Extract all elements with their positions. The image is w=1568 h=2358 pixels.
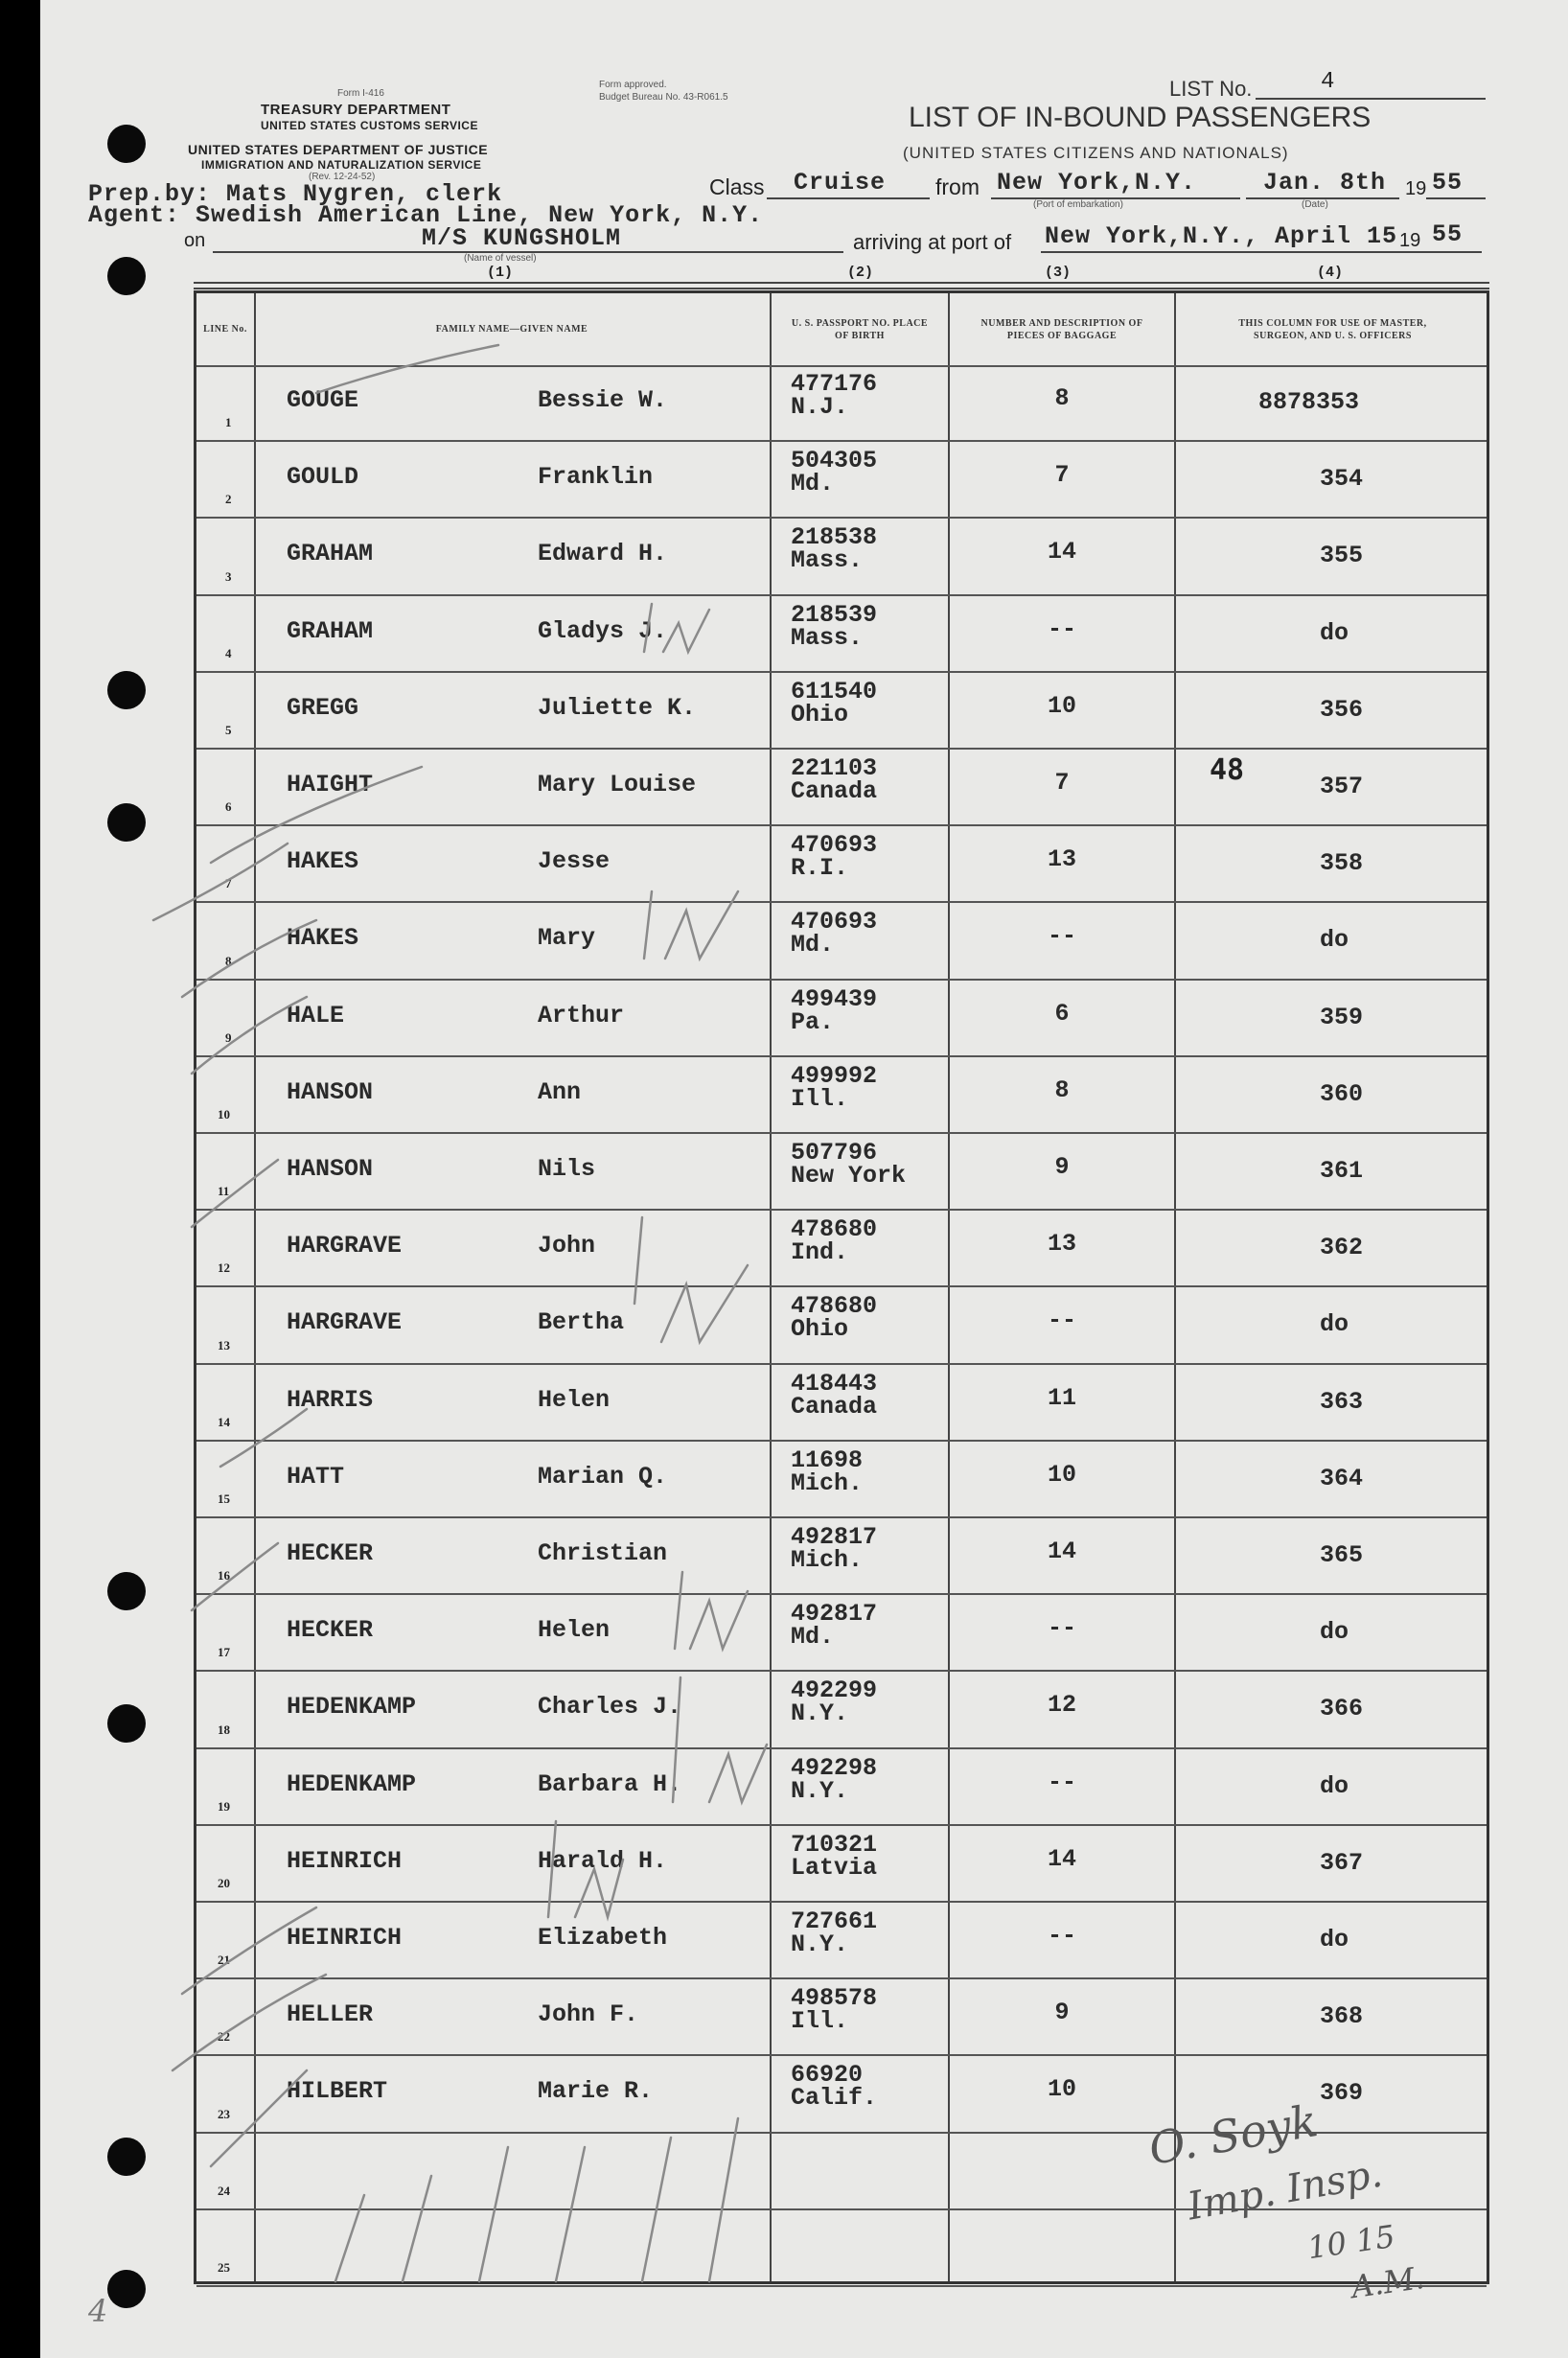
place-of-birth: Latvia xyxy=(791,1853,878,1882)
document-title: LIST OF IN-BOUND PASSENGERS xyxy=(909,102,1372,133)
inspection-time: 10 15 xyxy=(1304,2217,1397,2267)
place-of-birth: N.Y. xyxy=(791,1930,849,1958)
given-name: Helen xyxy=(538,1616,611,1645)
family-name: GOUGE xyxy=(287,386,359,414)
column-header-passport: U. S. PASSPORT NO. PLACE OF BIRTH xyxy=(791,317,929,341)
family-name: HARGRAVE xyxy=(287,1308,403,1337)
line-number: 2 xyxy=(225,492,232,507)
officer-number: 356 xyxy=(1320,695,1364,724)
line-number: 13 xyxy=(218,1337,230,1352)
officer-number: 355 xyxy=(1320,542,1364,570)
place-of-birth: Md. xyxy=(791,931,835,959)
line-number: 4 xyxy=(225,645,232,660)
punch-hole xyxy=(107,2270,146,2308)
list-underline xyxy=(1256,98,1486,100)
passport-number: 11698 xyxy=(791,1445,864,1474)
passport-number: 221103 xyxy=(791,754,878,782)
baggage-count: 9 xyxy=(1054,1999,1070,2027)
officer-number: do xyxy=(1320,1618,1349,1647)
line-number: 22 xyxy=(218,2029,230,2045)
baggage-count: 10 xyxy=(1047,691,1076,720)
inspector-title: Imp. Insp. xyxy=(1184,2151,1386,2230)
passport-number: 470693 xyxy=(791,831,878,860)
family-name: HEINRICH xyxy=(287,1924,403,1952)
given-name: Mary Louise xyxy=(538,771,697,798)
given-name: Ann xyxy=(538,1077,582,1106)
list-label: LIST No. xyxy=(1169,77,1253,101)
baggage-count: 14 xyxy=(1047,1844,1076,1873)
column-number-2: (2) xyxy=(847,265,874,281)
column-header-line: LINE No. xyxy=(203,324,247,335)
passport-number: 727661 xyxy=(791,1907,878,1935)
arriving-label: arriving at port of xyxy=(853,230,1012,254)
baggage-count: 10 xyxy=(1047,1460,1076,1489)
column-number-3: (3) xyxy=(1045,265,1072,281)
baggage-count: -- xyxy=(1047,614,1076,643)
table-row xyxy=(196,1595,1487,1672)
passport-number: 507796 xyxy=(791,1139,878,1167)
line-number: 16 xyxy=(218,1568,230,1584)
baggage-count: 9 xyxy=(1054,1153,1070,1181)
line-number: 5 xyxy=(225,722,232,737)
given-name: Jesse xyxy=(538,847,611,876)
punch-hole xyxy=(107,257,146,295)
list-number: 4 xyxy=(1321,69,1335,95)
place-of-birth: Ind. xyxy=(791,1238,849,1267)
place-of-birth: R.I. xyxy=(791,854,849,883)
given-name: Gladys J. xyxy=(538,616,668,645)
officer-number: 366 xyxy=(1320,1695,1364,1723)
line-number: 10 xyxy=(218,1106,230,1121)
line-number: 9 xyxy=(225,1029,232,1045)
place-of-birth: Mich. xyxy=(791,1546,864,1574)
vessel-caption: (Name of vessel) xyxy=(464,253,537,264)
margin-mark: 4 xyxy=(88,2293,108,2329)
punch-hole xyxy=(107,125,146,163)
place-of-birth: Ohio xyxy=(791,1315,849,1344)
family-name: HATT xyxy=(287,1462,345,1491)
given-name: Juliette K. xyxy=(538,693,697,722)
given-name: Edward H. xyxy=(538,540,668,568)
place-of-birth: Mich. xyxy=(791,1468,864,1497)
column-header-name: FAMILY NAME—GIVEN NAME xyxy=(435,324,588,335)
family-name: GRAHAM xyxy=(287,616,374,645)
given-name: John xyxy=(538,1232,596,1260)
given-name: Elizabeth xyxy=(538,1924,668,1952)
family-name: HILBERT xyxy=(287,2077,388,2106)
on-label: on xyxy=(184,230,206,251)
class-value: Cruise xyxy=(794,169,887,196)
line-number: 23 xyxy=(218,2106,230,2121)
family-name: HEDENKAMP xyxy=(287,1693,417,1722)
baggage-count: 7 xyxy=(1054,461,1070,490)
year-prefix: 19 xyxy=(1405,178,1427,199)
table-row xyxy=(196,1979,1487,2056)
table-row xyxy=(196,1287,1487,1364)
given-name: Barbara H. xyxy=(538,1769,682,1798)
place-of-birth: Ill. xyxy=(791,2007,849,2036)
prepared-by: Prep.by: Mats Nygren, clerk xyxy=(88,180,503,208)
baggage-count: 7 xyxy=(1054,769,1070,797)
table-row xyxy=(196,673,1487,750)
family-name: HARRIS xyxy=(287,1385,374,1414)
passport-number: 499992 xyxy=(791,1061,878,1090)
baggage-count: -- xyxy=(1047,1922,1076,1950)
family-name: HEDENKAMP xyxy=(287,1769,417,1798)
place-of-birth: Calif. xyxy=(791,2084,878,2113)
from-label: from xyxy=(935,174,980,199)
baggage-count: 6 xyxy=(1054,999,1070,1028)
place-of-birth: Pa. xyxy=(791,1007,835,1036)
given-name: John F. xyxy=(538,2000,639,2029)
year-value: 55 xyxy=(1432,169,1464,196)
given-name: Bertha xyxy=(538,1308,625,1337)
officer-number: 364 xyxy=(1320,1464,1364,1492)
baggage-count: 13 xyxy=(1047,845,1076,874)
passport-number: 611540 xyxy=(791,677,878,705)
passport-number: 492298 xyxy=(791,1753,878,1782)
line-number: 24 xyxy=(218,2183,230,2198)
officer-number: 8878353 xyxy=(1258,388,1360,416)
officer-number: 362 xyxy=(1320,1234,1364,1262)
officer-number: 369 xyxy=(1320,2079,1364,2108)
table-row xyxy=(196,1057,1487,1134)
column-number-4: (4) xyxy=(1317,265,1344,281)
passport-number: 492299 xyxy=(791,1676,878,1705)
officer-number: 354 xyxy=(1320,465,1364,494)
given-name: Christian xyxy=(538,1539,668,1567)
baggage-count: -- xyxy=(1047,922,1076,951)
given-name: Franklin xyxy=(538,463,654,492)
column-header-baggage: NUMBER AND DESCRIPTION OF PIECES OF BAGGAGE xyxy=(980,317,1143,341)
form-number: Form I-416 xyxy=(337,88,384,99)
treasury-dept: TREASURY DEPARTMENT xyxy=(261,102,451,118)
officer-number: do xyxy=(1320,1926,1349,1953)
baggage-count: 14 xyxy=(1047,1537,1076,1565)
table-row xyxy=(196,596,1487,673)
passport-number: 477176 xyxy=(791,370,878,398)
table-row xyxy=(196,750,1487,826)
table-row xyxy=(196,2210,1487,2287)
passenger-table xyxy=(194,290,1489,2284)
table-row xyxy=(196,1365,1487,1442)
punch-hole xyxy=(107,2138,146,2176)
passport-number: 492817 xyxy=(791,1523,878,1551)
family-name: HAKES xyxy=(287,924,359,953)
officer-number: 368 xyxy=(1320,2002,1364,2031)
family-name: GRAHAM xyxy=(287,540,374,568)
justice-dept: UNITED STATES DEPARTMENT OF JUSTICE xyxy=(188,142,489,157)
punch-hole xyxy=(107,1572,146,1610)
line-number: 17 xyxy=(218,1645,230,1660)
given-name: Nils xyxy=(538,1155,596,1183)
family-name: HAIGHT xyxy=(287,771,374,798)
table-row xyxy=(196,1672,1487,1748)
family-name: HARGRAVE xyxy=(287,1232,403,1260)
officer-number: do xyxy=(1320,926,1349,955)
punch-hole xyxy=(107,803,146,842)
given-name: Charles J. xyxy=(538,1693,682,1722)
baggage-count: 14 xyxy=(1047,538,1076,566)
officer-number: 365 xyxy=(1320,1541,1364,1569)
table-row xyxy=(196,1518,1487,1595)
family-name: HELLER xyxy=(287,2000,374,2029)
given-name: Arthur xyxy=(538,1001,625,1029)
table-row xyxy=(196,903,1487,980)
handwritten-count: 48 xyxy=(1210,753,1245,787)
line-number: 8 xyxy=(225,953,232,968)
place-of-birth: New York xyxy=(791,1162,907,1190)
place-of-birth: Md. xyxy=(791,470,835,498)
officer-number: do xyxy=(1320,1771,1349,1800)
table-row xyxy=(196,1442,1487,1518)
line-number: 18 xyxy=(218,1722,230,1737)
given-name: Marie R. xyxy=(538,2077,654,2106)
baggage-count: 12 xyxy=(1047,1691,1076,1720)
punch-hole xyxy=(107,671,146,709)
line-number: 20 xyxy=(218,1875,230,1890)
passport-number: 499439 xyxy=(791,984,878,1013)
passport-number: 504305 xyxy=(791,447,878,475)
arrival-year-prefix: 19 xyxy=(1399,230,1421,251)
officer-number: 363 xyxy=(1320,1387,1364,1416)
date-caption: (Date) xyxy=(1302,199,1328,210)
place-of-birth: N.J. xyxy=(791,393,849,421)
passport-number: 418443 xyxy=(791,1369,878,1398)
table-row xyxy=(196,1134,1487,1211)
table-row xyxy=(196,1826,1487,1903)
baggage-count: -- xyxy=(1047,1614,1076,1643)
line-number: 14 xyxy=(218,1414,230,1429)
given-name: Helen xyxy=(538,1385,611,1414)
line-number: 1 xyxy=(225,415,232,430)
family-name: HECKER xyxy=(287,1539,374,1567)
passport-number: 478680 xyxy=(791,1215,878,1244)
table-row xyxy=(196,1903,1487,1979)
officer-number: 358 xyxy=(1320,849,1364,878)
family-name: HAKES xyxy=(287,847,359,876)
ins-service: IMMIGRATION AND NATURALIZATION SERVICE xyxy=(201,158,482,172)
table-row xyxy=(196,1211,1487,1287)
passport-number: 218538 xyxy=(791,523,878,552)
family-name: HALE xyxy=(287,1001,345,1029)
place-of-birth: Mass. xyxy=(791,623,864,652)
family-name: HEINRICH xyxy=(287,1846,403,1875)
table-row xyxy=(196,981,1487,1057)
officer-number: 359 xyxy=(1320,1003,1364,1031)
line-number: 12 xyxy=(218,1260,230,1276)
year-underline xyxy=(1426,197,1486,199)
given-name: Marian Q. xyxy=(538,1462,668,1491)
passport-number: 66920 xyxy=(791,2061,864,2090)
passport-number: 470693 xyxy=(791,908,878,936)
table-row xyxy=(196,1749,1487,1826)
arrival-port: New York,N.Y., April 15 xyxy=(1045,222,1398,250)
table-row xyxy=(196,519,1487,595)
column-number-1: (1) xyxy=(487,265,514,281)
document-subtitle: (UNITED STATES CITIZENS AND NATIONALS) xyxy=(903,144,1289,162)
line-number: 15 xyxy=(218,1491,230,1506)
from-value: New York,N.Y. xyxy=(997,169,1197,196)
baggage-count: 8 xyxy=(1054,1075,1070,1104)
officer-number: 360 xyxy=(1320,1079,1364,1108)
place-of-birth: N.Y. xyxy=(791,1776,849,1805)
baggage-count: 13 xyxy=(1047,1230,1076,1259)
place-of-birth: Canada xyxy=(791,777,878,805)
given-name: Harald H. xyxy=(538,1846,668,1875)
arrival-year: 55 xyxy=(1432,220,1464,248)
family-name: HANSON xyxy=(287,1077,374,1106)
punch-hole xyxy=(107,1704,146,1743)
officer-number: 357 xyxy=(1320,773,1364,800)
officer-number: do xyxy=(1320,1310,1349,1339)
baggage-count: 11 xyxy=(1047,1383,1076,1412)
family-name: GREGG xyxy=(287,693,359,722)
line-number: 6 xyxy=(225,799,232,815)
family-name: HANSON xyxy=(287,1155,374,1183)
baggage-count: -- xyxy=(1047,1768,1076,1796)
passport-number: 218539 xyxy=(791,600,878,629)
baggage-count: 10 xyxy=(1047,2075,1076,2104)
officer-number: do xyxy=(1320,618,1349,647)
line-number: 11 xyxy=(218,1184,230,1199)
place-of-birth: N.Y. xyxy=(791,1699,849,1728)
place-of-birth: Md. xyxy=(791,1623,835,1652)
place-of-birth: Ill. xyxy=(791,1084,849,1113)
table-row xyxy=(196,442,1487,519)
form-approval: Form approved. xyxy=(599,80,667,90)
line-number: 7 xyxy=(225,876,232,891)
passport-number: 710321 xyxy=(791,1830,878,1859)
date-value: Jan. 8th xyxy=(1263,169,1387,196)
port-caption: (Port of embarkation) xyxy=(1033,199,1123,210)
agent: Agent: Swedish American Line, New York, N.Y. xyxy=(88,201,764,229)
line-number: 25 xyxy=(218,2259,230,2275)
given-name: Mary xyxy=(538,924,596,953)
table-row xyxy=(196,826,1487,903)
family-name: HECKER xyxy=(287,1616,374,1645)
line-number: 19 xyxy=(218,1798,230,1814)
place-of-birth: Mass. xyxy=(791,546,864,575)
revision: (Rev. 12-24-52) xyxy=(309,172,376,182)
place-of-birth: Ohio xyxy=(791,700,849,728)
officer-number: 361 xyxy=(1320,1157,1364,1185)
column-header-officers: THIS COLUMN FOR USE OF MASTER, SURGEON, AND U. S. OFFICERS xyxy=(1238,317,1427,341)
family-name: GOULD xyxy=(287,463,359,492)
passport-number: 478680 xyxy=(791,1292,878,1321)
given-name: Bessie W. xyxy=(538,386,668,414)
passport-number: 492817 xyxy=(791,1600,878,1629)
baggage-count: 8 xyxy=(1054,384,1070,412)
class-underline xyxy=(767,197,930,199)
inspector-signature: O. Soyk xyxy=(1144,2094,1322,2175)
passport-number: 498578 xyxy=(791,1984,878,2013)
budget-number: Budget Bureau No. 43-R061.5 xyxy=(599,92,728,103)
table-row xyxy=(196,365,1487,442)
place-of-birth: Canada xyxy=(791,1392,878,1421)
officer-number: 367 xyxy=(1320,1848,1364,1877)
line-number: 3 xyxy=(225,568,232,584)
customs-service: UNITED STATES CUSTOMS SERVICE xyxy=(261,119,478,132)
line-number: 21 xyxy=(218,1953,230,1968)
inspection-time-suffix: A.M. xyxy=(1349,2258,1427,2306)
header-double-rule xyxy=(194,282,1489,289)
class-label: Class xyxy=(709,174,765,199)
vessel-name: M/S KUNGSHOLM xyxy=(422,224,622,252)
baggage-count: -- xyxy=(1047,1306,1076,1335)
